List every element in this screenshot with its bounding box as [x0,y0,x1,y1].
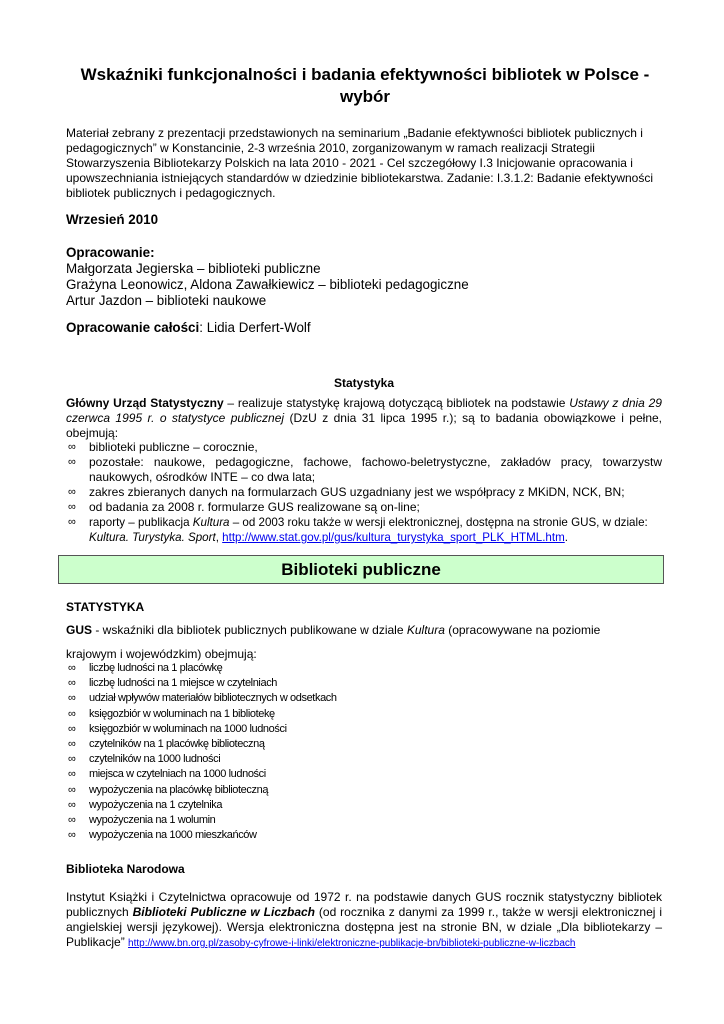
whole-editor-name: Lidia Derfert-Wolf [206,320,311,335]
publication-title: Kultura [192,516,230,529]
document-date: Wrzesień 2010 [66,212,159,227]
gus-label: GUS [66,623,93,637]
list-item [66,485,662,500]
authors-heading: Opracowanie: [66,245,155,260]
infinity-bullet-icon: ∞ [68,814,76,827]
list-item-text: pozostałe: naukowe, pedagogiczne, fachowe, fachowo-beletrystyczne, zakładów pracy, towarzystw naukowych, ośrodków INTE – co dwa lata; [89,455,662,484]
authors-block [66,245,662,309]
infinity-bullet-icon: ∞ [68,516,76,528]
gus-bullet-list [66,440,662,545]
infinity-bullet-icon: ∞ [68,783,76,796]
whole-editor [66,320,662,336]
list-item-text: liczbę ludności na 1 placówkę [89,662,223,674]
list-item [66,752,662,767]
public-gus-text: - wskaźniki dla bibliotek publicznych publikowane w dziale [92,623,407,637]
infinity-bullet-icon: ∞ [68,441,76,453]
infinity-bullet-icon: ∞ [68,692,76,705]
author-line: Małgorzata Jegierska – biblioteki publiczne [66,261,321,276]
bn-text: Instytut Książki i Czytelnictwa opracowuje od 1972 r. na podstawie danych GUS rocznik statystyczny bibliotek publicznych [66,890,662,919]
infinity-bullet-icon: ∞ [68,501,76,513]
list-item [66,813,662,828]
list-item [66,676,662,691]
bn-text-end: (od rocznika z danymi za 1999 r., także w wersji elektronicznej i angielskiej wersji językowej). Wersja elektroniczna dostępna jest na stronie BN, w dziale „Dla bibliotekarzy – Publikacje” [66,905,662,949]
list-item-text: – od 2003 roku także w wersji elektronicznej, dostępna na stronie GUS, w dziale: [229,516,648,529]
list-item-text: biblioteki publiczne – corocznie, [89,440,258,454]
public-indicators-list [66,661,662,843]
author-line: Grażyna Leonowicz, Aldona Zawałkiewicz – biblioteki pedagogiczne [66,277,469,292]
infinity-bullet-icon: ∞ [68,738,76,751]
section-title: Kultura. Turystyka. Sport [89,531,216,544]
infinity-bullet-icon: ∞ [68,753,76,766]
list-item-text: . [564,531,568,544]
intro-paragraph: Materiał zebrany z prezentacji przedstawionych na seminarium „Badanie efektywności bibliotek publicznych i pedagogicznych” w Konstancinie, 2-3 września 2010, zorganizowanym w ramach realizacji Strategii Stowarzyszenia Bibliotekarzy Polskich na lata 2010 - 2021 - Cel szczegółowy I.3 Inicjowanie opracowania i upowszechniania istniejących standardów w dziedzinie bibliotekarstwa. Zadanie: I.3.1.2: Badanie efektywności bibliotek publicznych i pedagogicznych. [66,126,653,200]
list-item-text: czytelników na 1 placówkę biblioteczną [89,738,265,751]
list-item [66,707,662,722]
infinity-bullet-icon: ∞ [68,768,76,781]
list-item-text: wypożyczenia na 1000 mieszkańców [89,829,257,842]
list-item [66,455,662,485]
gus-name: Główny Urząd Statystyczny [66,396,224,410]
list-item-text: księgozbiór w woluminach na 1000 ludności [89,722,287,735]
whole-editor-separator: : [199,320,207,335]
list-item-text: udział wpływów materiałów bibliotecznych w odsetkach [89,692,337,705]
infinity-bullet-icon: ∞ [68,707,76,720]
infinity-bullet-icon: ∞ [68,722,76,735]
gus-text: – realizuje statystykę krajową dotyczącą bibliotek na podstawie [223,396,570,410]
bn-publication-link[interactable]: http://www.bn.org.pl/zasoby-cyfrowe-i-linki/elektroniczne-publikacje-bn/biblioteki-publiczne-w-liczbach [128,938,576,949]
law-title: Ustawy z dnia 29 czerwca 1995 r. o statystyce publicznej [66,396,662,425]
public-gus-text-line2: krajowym i wojewódzkim) obejmują: [66,647,257,661]
list-item [66,722,662,737]
list-item-text: od badania za 2008 r. formularze GUS realizowane są on-line; [89,500,420,514]
list-item [66,767,662,782]
public-statistics-heading: STATYSTYKA [66,600,145,614]
list-item-text: liczbę ludności na 1 miejsce w czytelniach [89,677,278,690]
infinity-bullet-icon: ∞ [68,486,76,498]
list-item-text: miejsca w czytelniach na 1000 ludności [89,768,266,781]
author-line: Artur Jazdon – biblioteki naukowe [66,293,267,308]
gus-kultura-link[interactable]: http://www.stat.gov.pl/gus/kultura_turystyka_sport_PLK_HTML.htm [222,531,565,544]
document-title: Wskaźniki funkcjonalności i badania efektywności bibliotek w Polsce - wybór [80,65,650,106]
statystyka-heading: Statystyka [333,376,395,390]
bn-publication-title: Biblioteki Publiczne w Liczbach [132,905,316,919]
list-item-text: wypożyczenia na 1 wolumin [89,814,216,827]
bn-heading: Biblioteka Narodowa [66,862,185,876]
list-item-text: wypożyczenia na placówkę biblioteczną [89,783,269,796]
list-item-text: wypożyczenia na 1 czytelnika [89,798,223,811]
infinity-bullet-icon: ∞ [68,798,76,811]
list-item [66,691,662,706]
list-item [66,828,662,843]
gus-paragraph [66,396,662,441]
infinity-bullet-icon: ∞ [68,677,76,690]
list-item [66,661,662,676]
list-item-text: księgozbiór w woluminach na 1 bibliotekę [89,707,275,720]
list-item-text: , [215,531,223,544]
public-gus-paragraph [66,620,662,664]
list-item [66,737,662,752]
bn-paragraph [66,890,662,951]
list-item [66,440,662,455]
list-item-text: zakres zbieranych danych na formularzach GUS uzgadniany jest we współpracy z MKiDN, NCK, BN; [89,485,625,499]
infinity-bullet-icon: ∞ [68,829,76,842]
list-item-text: raporty – publikacja [89,516,193,529]
list-item [66,798,662,813]
section-banner: Biblioteki publiczne [58,555,664,584]
whole-editor-label: Opracowanie całości [66,320,200,335]
infinity-bullet-icon: ∞ [68,456,76,468]
list-item [66,515,662,545]
public-gus-text-end: (opracowywane na poziomie [444,623,601,637]
list-item-text: czytelników na 1000 ludności [89,753,221,766]
list-item [66,783,662,798]
kultura-title: Kultura [406,623,445,637]
infinity-bullet-icon: ∞ [68,662,76,674]
gus-text-end: (DzU z dnia 31 lipca 1995 r.); są to badania obowiązkowe i pełne, obejmują: [66,411,662,440]
list-item [66,500,662,515]
